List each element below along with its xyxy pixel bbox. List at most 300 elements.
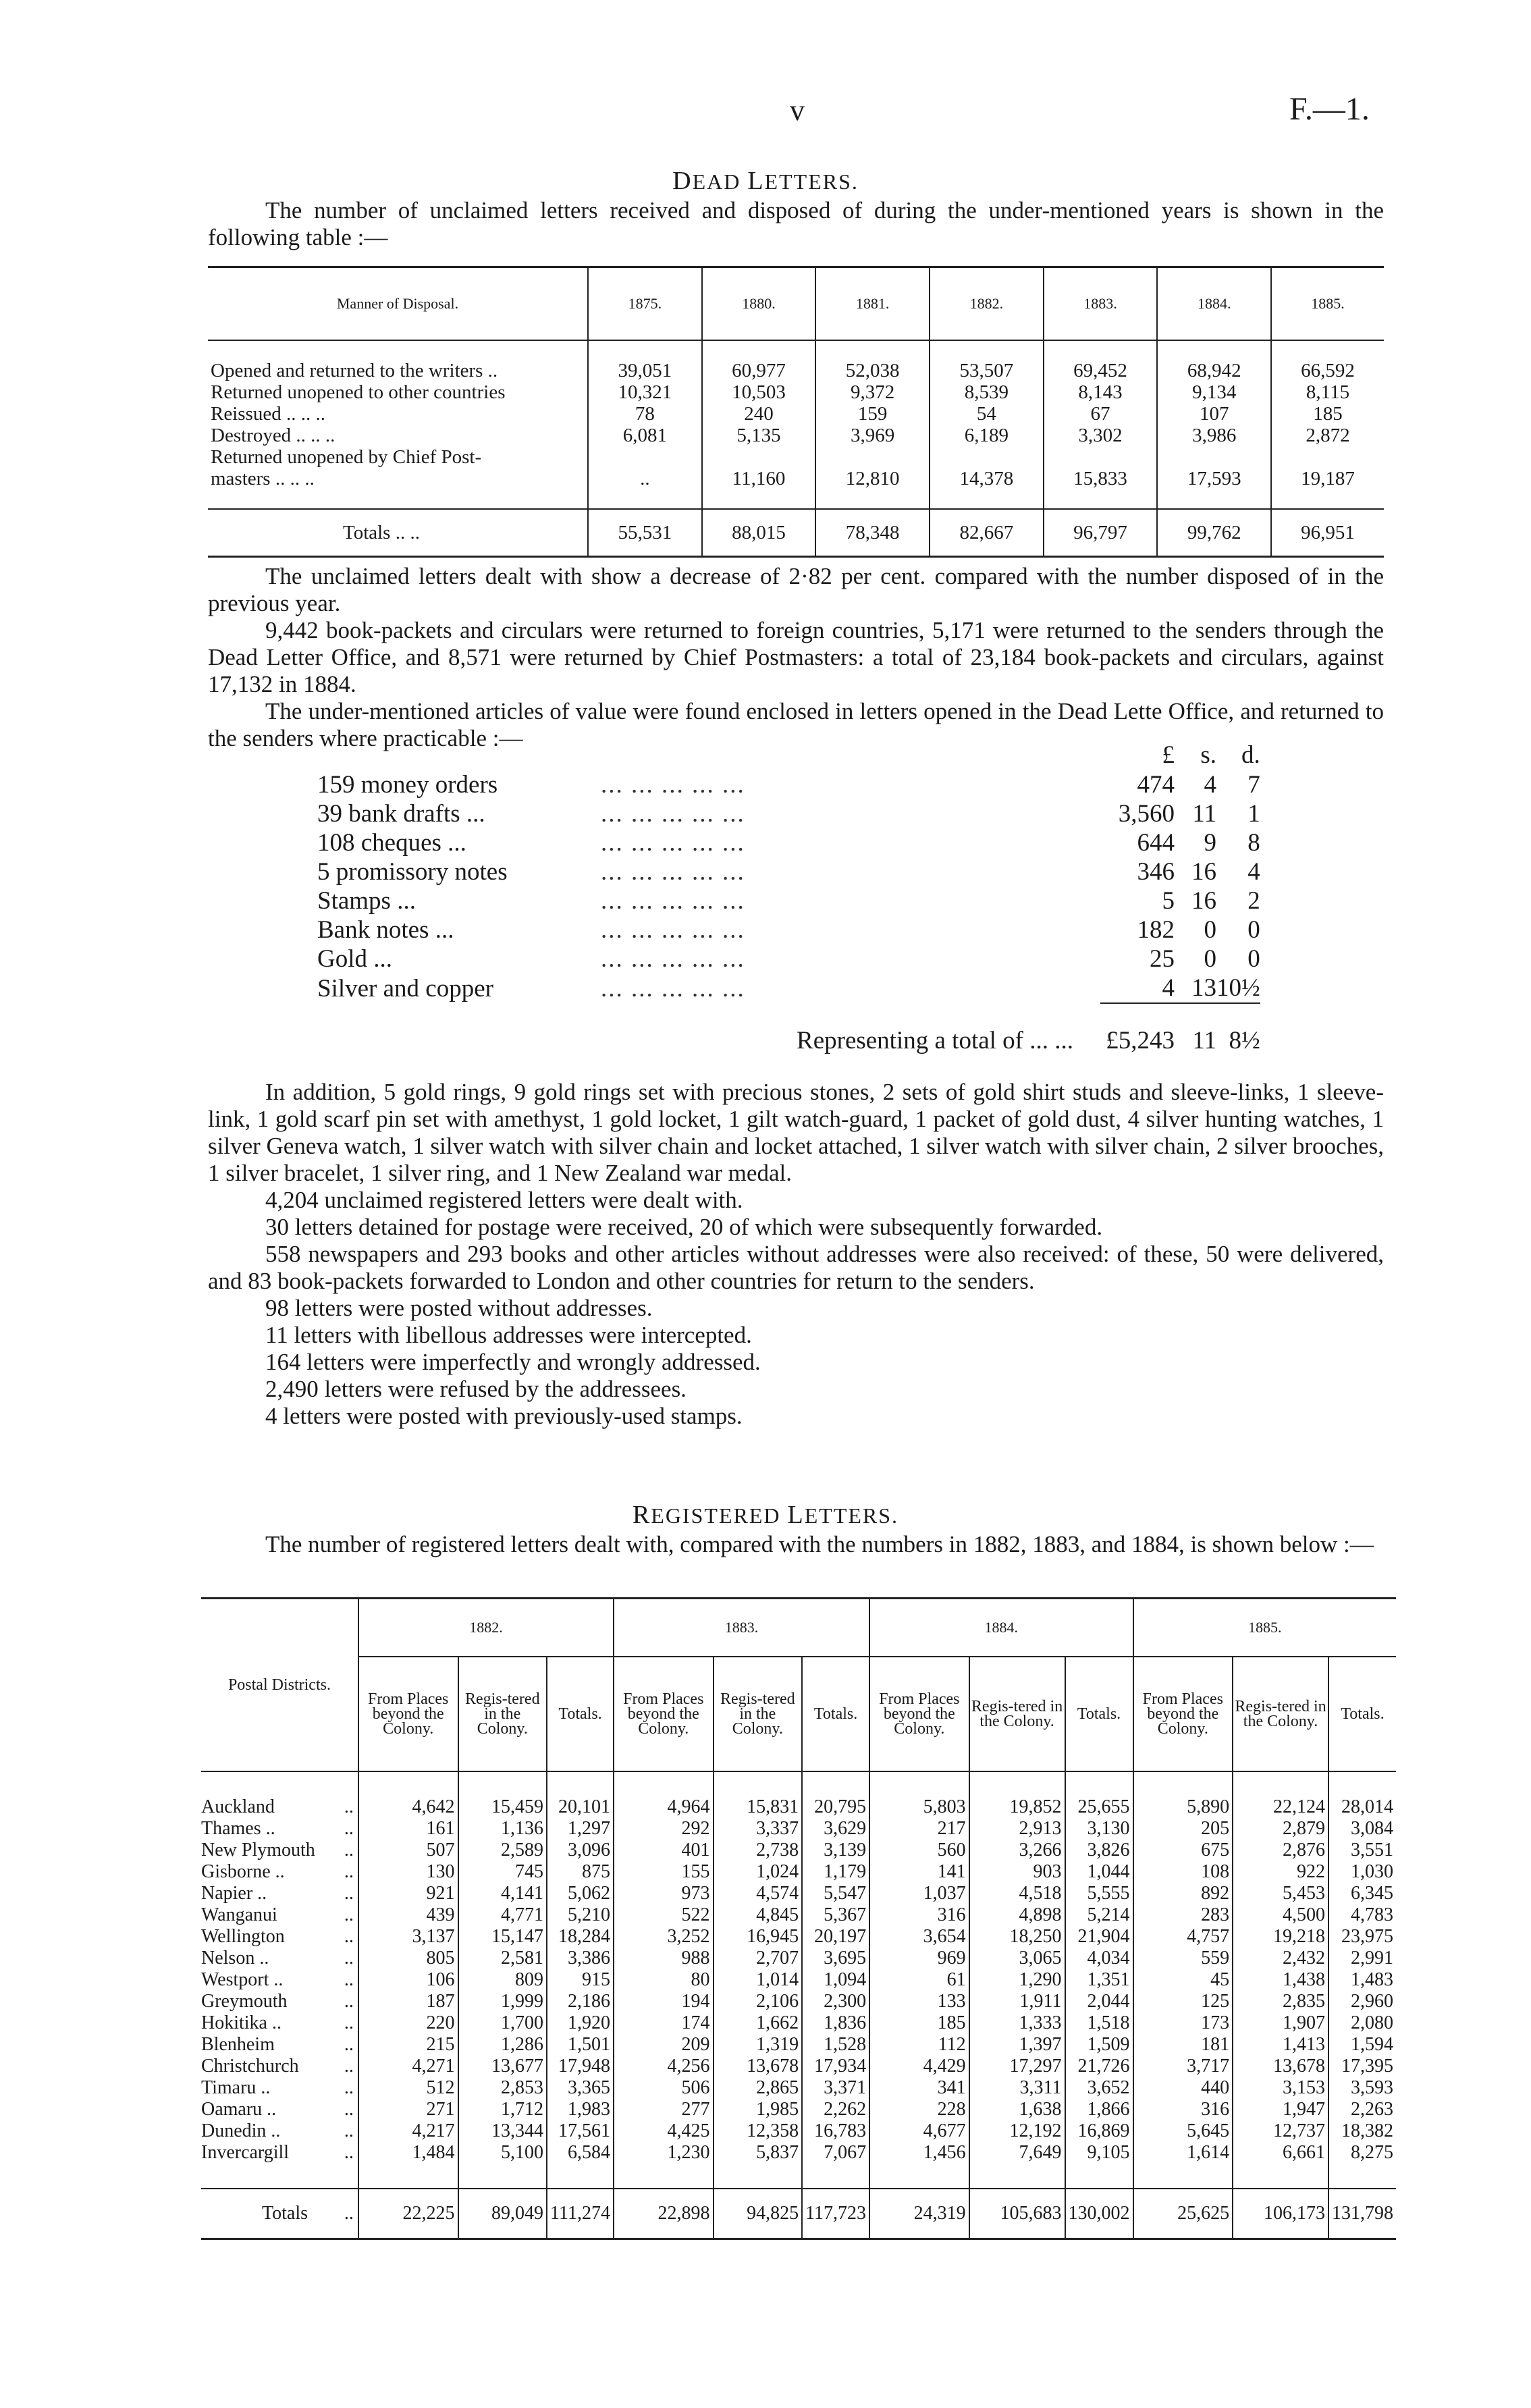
table-cell: 10,321: [588, 381, 702, 403]
table-cell: 67: [1044, 403, 1158, 425]
year-header: 1882.: [930, 267, 1044, 341]
table-row: [201, 1861, 1396, 1883]
table-cell: 3,695: [802, 1948, 869, 1969]
pounds-value: 5: [1162, 887, 1175, 915]
table-cell: 4,425: [614, 2120, 714, 2142]
table-cell: 5,803: [869, 1796, 969, 1818]
table-cell: 5,100: [458, 2142, 547, 2164]
table-cell: 12,810: [815, 468, 930, 489]
year-header: 1884.: [869, 1599, 1133, 1657]
table-row: [201, 2034, 1396, 2056]
total-cell: 117,723: [802, 2189, 869, 2239]
table-cell: 12,737: [1233, 2120, 1328, 2142]
dead-letters-table: [208, 266, 1384, 558]
table-cell: 205: [1133, 1818, 1233, 1840]
total-shillings: 11: [1175, 1003, 1216, 1059]
table-cell: 215: [358, 2034, 458, 2056]
additional-items-paragraphs: [208, 1079, 1384, 1430]
table-cell: 507: [358, 1840, 458, 1861]
table-cell: 3,139: [802, 1840, 869, 1861]
table-cell: 875: [547, 1861, 614, 1883]
table-cell: 185: [869, 2012, 969, 2034]
table-cell: 17,593: [1157, 468, 1271, 489]
table-cell: [1044, 446, 1158, 468]
table-cell: 1,662: [714, 2012, 803, 2034]
list-item: [317, 828, 1260, 857]
paragraph: The under-mentioned articles of value were found enclosed in letters opened in the Dead Lette Office, and returned to the senders where practicable :—: [208, 698, 1384, 751]
total-cell: 22,225: [358, 2189, 458, 2239]
table-cell: 1,920: [547, 2012, 614, 2034]
table-cell: 5,062: [547, 1883, 614, 1904]
district-name: New Plymouth: [201, 1840, 315, 1861]
table-cell: 2,879: [1233, 1818, 1328, 1840]
table-cell: 185: [1271, 403, 1384, 425]
table-cell: 21,904: [1065, 1926, 1133, 1948]
table-cell: 228: [869, 2099, 969, 2120]
table-row: [201, 2099, 1396, 2120]
table-cell: 5,555: [1065, 1883, 1133, 1904]
table-cell: 921: [358, 1883, 458, 1904]
table-cell: 68,942: [1157, 360, 1271, 381]
total-cell: 96,951: [1271, 509, 1384, 557]
table-cell: 106: [358, 1969, 458, 1991]
title-rest: ETTERS.: [764, 169, 859, 194]
table-row: [208, 360, 1384, 381]
table-cell: 4,217: [358, 2120, 458, 2142]
totals-row: [201, 2189, 1396, 2239]
table-cell: 9,372: [815, 381, 930, 403]
table-cell: 217: [869, 1818, 969, 1840]
table-cell: 675: [1133, 1840, 1233, 1861]
spacer-row: [201, 2164, 1396, 2189]
table-cell: 187: [358, 1991, 458, 2012]
table-cell: 271: [358, 2099, 458, 2120]
table-cell: 19,187: [1271, 468, 1384, 489]
leader-dots: ..: [344, 1840, 354, 1861]
table-cell: 1,136: [458, 1818, 547, 1840]
table-cell: 15,147: [458, 1926, 547, 1948]
table-cell: 3,337: [714, 1818, 803, 1840]
table-cell: 1,911: [969, 1991, 1065, 2012]
table-cell: 1,397: [969, 2034, 1065, 2056]
title-cap: L: [747, 167, 765, 195]
table-cell: 5,547: [802, 1883, 869, 1904]
table-cell: 12,358: [714, 2120, 803, 2142]
pence-value: 10½: [1216, 974, 1260, 1002]
from-beyond-header: From Places beyond the Colony.: [1133, 1657, 1233, 1771]
table-cell: 3,365: [547, 2077, 614, 2099]
table-cell: 60,977: [702, 360, 816, 381]
table-cell: 52,038: [815, 360, 930, 381]
year-header: 1882.: [358, 1599, 614, 1657]
table-cell: 22,124: [1233, 1796, 1328, 1818]
table-cell: 4,898: [969, 1904, 1065, 1926]
pounds-value: 182: [1137, 916, 1175, 944]
table-cell: 4,518: [969, 1883, 1065, 1904]
table-cell: 6,584: [547, 2142, 614, 2164]
total-cell: 55,531: [588, 509, 702, 557]
table-cell: 1,700: [458, 2012, 547, 2034]
table-cell: 2,913: [969, 1818, 1065, 1840]
table-cell: 80: [614, 1969, 714, 1991]
table-cell: 3,130: [1065, 1818, 1133, 1840]
leader-dots: ..: [344, 2034, 354, 2055]
table-cell: 1,985: [714, 2099, 803, 2120]
totals-label: Totals .. ..: [208, 509, 588, 557]
table-cell: 13,678: [714, 2056, 803, 2077]
table-cell: 3,096: [547, 1840, 614, 1861]
table-cell: 9,134: [1157, 381, 1271, 403]
table-row: [201, 2012, 1396, 2034]
table-cell: 23,975: [1328, 1926, 1396, 1948]
table-cell: 1,030: [1328, 1861, 1396, 1883]
paragraph: 9,442 book-packets and circulars were returned to foreign countries, 5,171 were returned to the senders through the Dead Letter Office, and 8,571 were returned by Chief Postmasters: a total of 23,184 book-packets and circulars, against 17,132 in 1884.: [208, 617, 1384, 697]
table-cell: 173: [1133, 2012, 1233, 2034]
table-cell: 130: [358, 1861, 458, 1883]
registered-in-colony-header: Regis-tered in the Colony.: [714, 1657, 803, 1771]
table-row: [208, 468, 1384, 489]
table-cell: 1,528: [802, 2034, 869, 2056]
table-cell: 440: [1133, 2077, 1233, 2099]
table-cell: 15,833: [1044, 468, 1158, 489]
registered-letters-intro: [208, 1531, 1384, 1558]
list-item: [317, 944, 1260, 973]
title-rest: EGISTERED: [651, 1503, 788, 1528]
totals-header: Totals.: [1065, 1657, 1133, 1771]
item-label: 159 money orders: [317, 771, 498, 799]
table-cell: 2,738: [714, 1840, 803, 1861]
table-cell: 292: [614, 1818, 714, 1840]
table-cell: 4,141: [458, 1883, 547, 1904]
table-cell: 3,717: [1133, 2056, 1233, 2077]
totals-header: Totals.: [1328, 1657, 1396, 1771]
table-cell: 4,574: [714, 1883, 803, 1904]
table-cell: 108: [1133, 1861, 1233, 1883]
table-cell: 1,094: [802, 1969, 869, 1991]
table-cell: 78: [588, 403, 702, 425]
paragraph: 98 letters were posted without addresses.: [265, 1295, 653, 1321]
table-cell: 4,271: [358, 2056, 458, 2077]
table-cell: 209: [614, 2034, 714, 2056]
table-cell: 16,783: [802, 2120, 869, 2142]
table-cell: 506: [614, 2077, 714, 2099]
document-reference: F.—1.: [1289, 91, 1370, 127]
leader-dots: ..: [344, 2099, 354, 2120]
table-cell: 915: [547, 1969, 614, 1991]
table-cell: 10,503: [702, 381, 816, 403]
table-cell: 559: [1133, 1948, 1233, 1969]
paragraph: 4,204 unclaimed registered letters were dealt with.: [265, 1187, 743, 1213]
pounds-value: 3,560: [1118, 800, 1175, 828]
leader-dots: ..: [344, 1796, 354, 1817]
table-cell: 5,214: [1065, 1904, 1133, 1926]
table-cell: 3,252: [614, 1926, 714, 1948]
table-cell: 61: [869, 1969, 969, 1991]
table-header-row: [208, 267, 1384, 341]
year-header: 1885.: [1133, 1599, 1397, 1657]
table-cell: 1,044: [1065, 1861, 1133, 1883]
from-beyond-header: From Places beyond the Colony.: [614, 1657, 714, 1771]
shillings-value: 0: [1204, 945, 1216, 973]
paragraph: The number of unclaimed letters received and disposed of during the under-mentioned years is shown in the following table :—: [208, 197, 1384, 250]
row-label: Returned unopened by Chief Post-: [211, 446, 482, 468]
table-cell: 18,284: [547, 1926, 614, 1948]
table-cell: 69,452: [1044, 360, 1158, 381]
table-cell: 11,160: [702, 468, 816, 489]
table-cell: 1,594: [1328, 2034, 1396, 2056]
table-row: [201, 1904, 1396, 1926]
table-cell: 922: [1233, 1861, 1328, 1883]
table-cell: [930, 446, 1044, 468]
pence-value: 7: [1247, 771, 1260, 799]
leader-dots: ... ... ... ... ...: [601, 974, 745, 1002]
table-cell: 745: [458, 1861, 547, 1883]
table-cell: 15,831: [714, 1796, 803, 1818]
shillings-value: 0: [1204, 916, 1216, 944]
table-cell: 1,483: [1328, 1969, 1396, 1991]
registered-in-colony-header: Regis-tered in the Colony.: [969, 1657, 1065, 1771]
title-rest: EAD: [692, 169, 748, 194]
table-cell: 2,044: [1065, 1991, 1133, 2012]
table-cell: 220: [358, 2012, 458, 2034]
table-cell: 107: [1157, 403, 1271, 425]
item-label: Gold ...: [317, 945, 392, 973]
table-cell: 17,948: [547, 2056, 614, 2077]
total-cell: 22,898: [614, 2189, 714, 2239]
shillings-value: 16: [1191, 887, 1216, 915]
pence-value: 8: [1247, 829, 1260, 857]
table-cell: 20,197: [802, 1926, 869, 1948]
table-cell: 1,501: [547, 2034, 614, 2056]
leader-dots: ..: [344, 2077, 354, 2098]
table-cell: 4,034: [1065, 1948, 1133, 1969]
district-name: Invercargill: [201, 2142, 290, 2163]
district-name: Gisborne ..: [201, 1861, 285, 1882]
table-cell: 45: [1133, 1969, 1233, 1991]
table-cell: 2,960: [1328, 1991, 1396, 2012]
list-item: [317, 973, 1260, 1003]
table-cell: 125: [1133, 1991, 1233, 2012]
table-cell: 560: [869, 1840, 969, 1861]
table-cell: 161: [358, 1818, 458, 1840]
table-cell: 5,135: [702, 425, 816, 446]
table-cell: 969: [869, 1948, 969, 1969]
subheader-row: [201, 1657, 1396, 1771]
leader-dots: ..: [344, 1926, 354, 1947]
table-cell: 3,629: [802, 1818, 869, 1840]
year-header: 1885.: [1271, 267, 1384, 341]
table-cell: 16,869: [1065, 2120, 1133, 2142]
leader-dots: ..: [344, 2142, 354, 2163]
table-cell: 194: [614, 1991, 714, 2012]
table-cell: 181: [1133, 2034, 1233, 2056]
title-rest: ETTERS.: [804, 1503, 899, 1528]
table-cell: 2,432: [1233, 1948, 1328, 1969]
paragraph: 2,490 letters were refused by the addressees.: [265, 1376, 687, 1402]
leader-dots: ..: [344, 1861, 354, 1882]
table-cell: 5,210: [547, 1904, 614, 1926]
leader-dots: ..: [344, 1818, 354, 1839]
table-cell: 12,192: [969, 2120, 1065, 2142]
table-cell: 2,865: [714, 2077, 803, 2099]
table-cell: 17,297: [969, 2056, 1065, 2077]
table-cell: 13,678: [1233, 2056, 1328, 2077]
table-cell: 6,345: [1328, 1883, 1396, 1904]
district-name: Nelson ..: [201, 1948, 269, 1969]
table-cell: 1,518: [1065, 2012, 1133, 2034]
table-cell: 66,592: [1271, 360, 1384, 381]
table-cell: 4,783: [1328, 1904, 1396, 1926]
table-cell: 13,677: [458, 2056, 547, 2077]
table-row: [201, 2056, 1396, 2077]
table-cell: 1,413: [1233, 2034, 1328, 2056]
from-beyond-header: From Places beyond the Colony.: [869, 1657, 969, 1771]
registered-letters-title: [0, 1500, 1531, 1530]
table-row: [201, 1991, 1396, 2012]
pence-value: 0: [1247, 916, 1260, 944]
total-label: Representing a total of ... ...: [797, 1027, 1073, 1054]
table-cell: 1,456: [869, 2142, 969, 2164]
leader-dots: ..: [344, 1969, 354, 1990]
table-cell: 2,581: [458, 1948, 547, 1969]
table-cell: 25,655: [1065, 1796, 1133, 1818]
year-header: 1883.: [1044, 267, 1158, 341]
leader-dots: ..: [344, 2056, 354, 2077]
pounds-header: £: [1162, 741, 1175, 769]
totals-header: Totals.: [547, 1657, 614, 1771]
table-cell: 16,945: [714, 1926, 803, 1948]
table-cell: 809: [458, 1969, 547, 1991]
table-row: [208, 425, 1384, 446]
table-row: [201, 1818, 1396, 1840]
table-cell: 5,645: [1133, 2120, 1233, 2142]
table-cell: 3,311: [969, 2077, 1065, 2099]
table-cell: 3,153: [1233, 2077, 1328, 2099]
district-name: Thames ..: [201, 1818, 275, 1839]
pounds-value: 474: [1137, 771, 1175, 799]
total-cell: 105,683: [969, 2189, 1065, 2239]
table-cell: 3,986: [1157, 425, 1271, 446]
year-header-row: [201, 1599, 1396, 1657]
pence-value: 2: [1247, 887, 1260, 915]
table-cell: 7,649: [969, 2142, 1065, 2164]
total-cell: 130,002: [1065, 2189, 1133, 2239]
pence-value: 1: [1247, 800, 1260, 828]
table-cell: 8,539: [930, 381, 1044, 403]
table-cell: 3,302: [1044, 425, 1158, 446]
table-cell: 277: [614, 2099, 714, 2120]
table-cell: 3,593: [1328, 2077, 1396, 2099]
table-cell: 4,429: [869, 2056, 969, 2077]
table-cell: 20,101: [547, 1796, 614, 1818]
table-cell: 1,999: [458, 1991, 547, 2012]
shillings-value: 13: [1191, 974, 1216, 1002]
leader-dots: ... ... ... ... ...: [601, 829, 745, 857]
leader-dots: ..: [344, 1948, 354, 1969]
district-name: Wanganui: [201, 1904, 277, 1925]
page-number: v: [790, 94, 805, 127]
table-cell: 8,143: [1044, 381, 1158, 403]
table-cell: 2,300: [802, 1991, 869, 2012]
table-cell: [702, 446, 816, 468]
shillings-value: 11: [1192, 800, 1216, 828]
registered-in-colony-header: Regis-tered in the Colony.: [1233, 1657, 1328, 1771]
table-row: [201, 2142, 1396, 2164]
table-cell: 5,890: [1133, 1796, 1233, 1818]
table-cell: 3,826: [1065, 1840, 1133, 1861]
year-header: 1884.: [1157, 267, 1271, 341]
table-cell: 401: [614, 1840, 714, 1861]
table-cell: 5,837: [714, 2142, 803, 2164]
table-cell: 1,297: [547, 1818, 614, 1840]
total-cell: 88,015: [702, 509, 816, 557]
table-cell: 1,179: [802, 1861, 869, 1883]
table-cell: 4,256: [614, 2056, 714, 2077]
district-name: Auckland: [201, 1796, 275, 1817]
row-label: Destroyed .. .. ..: [211, 425, 335, 446]
list-item: [317, 915, 1260, 944]
paragraph: 30 letters detained for postage were received, 20 of which were subsequently forwarded.: [265, 1214, 1103, 1240]
table-cell: 14,378: [930, 468, 1044, 489]
pounds-value: 25: [1150, 945, 1175, 973]
column-header: Postal Districts.: [201, 1599, 358, 1772]
table-cell: 1,712: [458, 2099, 547, 2120]
from-beyond-header: From Places beyond the Colony.: [358, 1657, 458, 1771]
table-cell: 15,459: [458, 1796, 547, 1818]
table-cell: 1,333: [969, 2012, 1065, 2034]
table-cell: 2,589: [458, 1840, 547, 1861]
table-cell: 283: [1133, 1904, 1233, 1926]
table-cell: 3,652: [1065, 2077, 1133, 2099]
item-label: Bank notes ...: [317, 916, 454, 944]
table-cell: 18,250: [969, 1926, 1065, 1948]
table-cell: 3,386: [547, 1948, 614, 1969]
table-cell: 1,014: [714, 1969, 803, 1991]
table-cell: 13,344: [458, 2120, 547, 2142]
dead-letters-paragraphs: [208, 563, 1384, 752]
table-cell: 439: [358, 1904, 458, 1926]
leader-dots: ..: [344, 2012, 354, 2033]
table-row: [201, 1926, 1396, 1948]
table-cell: 1,286: [458, 2034, 547, 2056]
item-label: 39 bank drafts ...: [317, 800, 485, 828]
table-cell: 1,638: [969, 2099, 1065, 2120]
table-cell: 2,263: [1328, 2099, 1396, 2120]
table-cell: 1,037: [869, 1883, 969, 1904]
table-cell: 8,275: [1328, 2142, 1396, 2164]
table-cell: 1,290: [969, 1969, 1065, 1991]
leader-dots: ... ... ... ... ...: [601, 771, 745, 799]
table-row: [201, 1840, 1396, 1861]
table-row: [201, 2077, 1396, 2099]
total-cell: 89,049: [458, 2189, 547, 2239]
table-cell: 240: [702, 403, 816, 425]
shillings-value: 9: [1204, 829, 1216, 857]
pence-value: 0: [1247, 945, 1260, 973]
table-cell: 4,771: [458, 1904, 547, 1926]
item-label: 5 promissory notes: [317, 858, 508, 886]
table-cell: 988: [614, 1948, 714, 1969]
table-cell: 6,189: [930, 425, 1044, 446]
table-cell: 1,438: [1233, 1969, 1328, 1991]
table-cell: 141: [869, 1861, 969, 1883]
row-label: masters .. .. ..: [211, 468, 315, 489]
table-cell: 1,614: [1133, 2142, 1233, 2164]
title-cap: R: [632, 1501, 651, 1529]
shillings-value: 16: [1191, 858, 1216, 886]
leader-dots: ... ... ... ... ...: [601, 945, 745, 973]
list-item: [317, 770, 1260, 799]
